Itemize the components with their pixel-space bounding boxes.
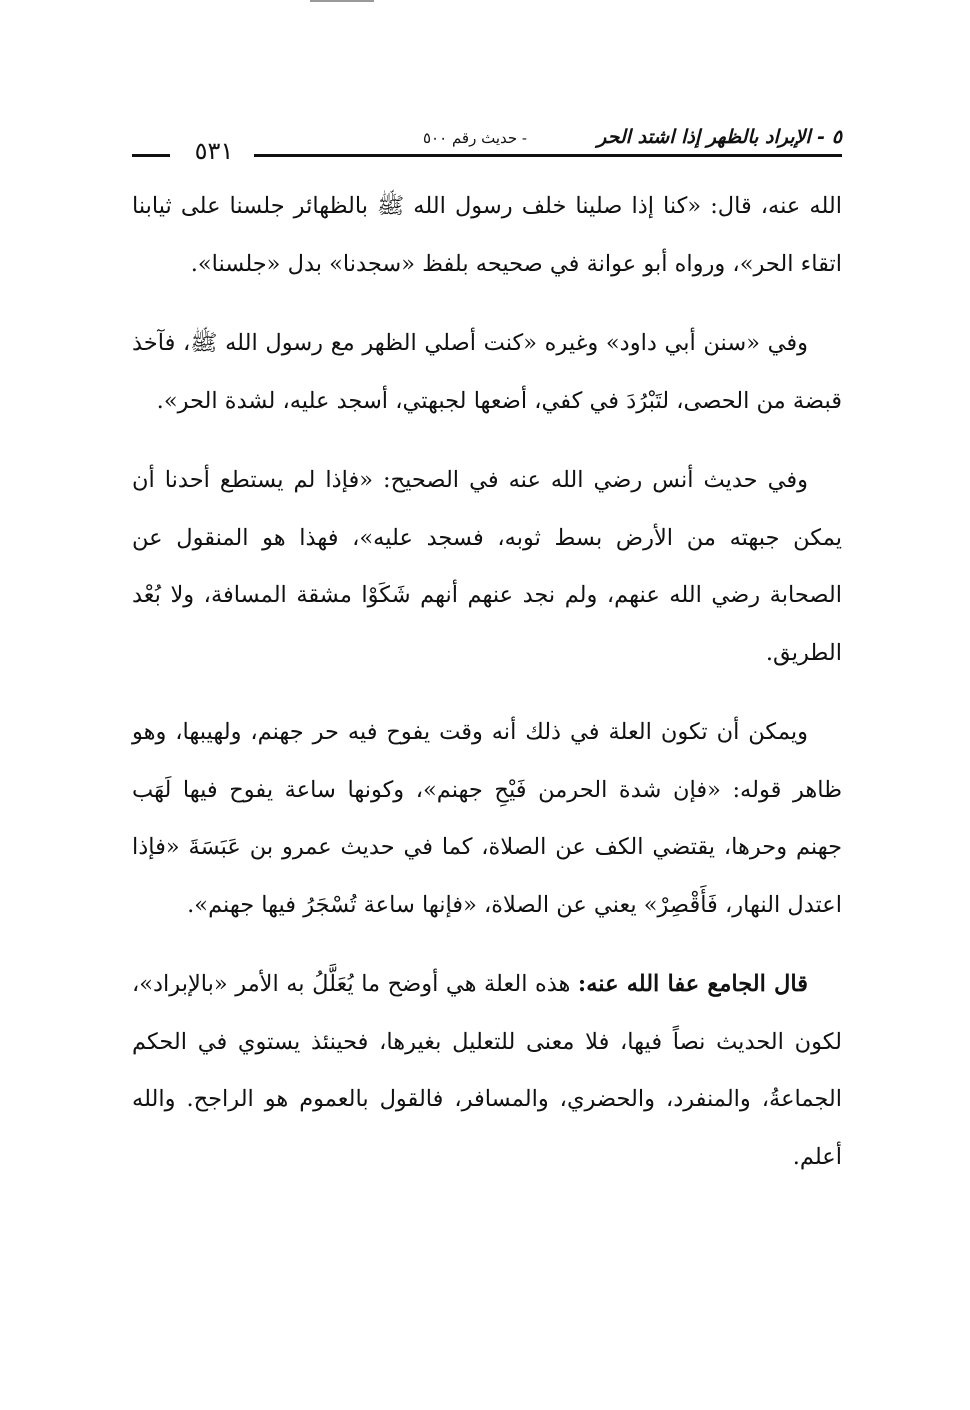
- page-number: ٥٣١: [194, 137, 234, 165]
- hadith-reference: - حديث رقم ٥٠٠: [423, 129, 527, 147]
- paragraph-5: [132, 956, 842, 1186]
- author-remark-lead: قال الجامع عفا الله عنه:: [577, 971, 808, 997]
- page-number-dash: [132, 154, 170, 157]
- running-header: [132, 122, 842, 172]
- chapter-title: ٥ - الإبراد بالظهر إذا اشتد الحر: [597, 126, 842, 148]
- top-edge-mark: [310, 0, 374, 2]
- paragraph-4: ويمكن أن تكون العلة في ذلك أنه وقت يفوح فيه حر جهنم، ولهيبها، وهو ظاهر قوله: «فإن شدة الحرمن فَيْحِ جهنم»، وكونها ساعة يفوح فيها لَهَب جهنم وحرها، يقتضي الكف عن الصلاة، كما في حديث عمرو بن عَبَسَةَ «فإذا اعتدل النهار، فَأَقْصِرْ» يعني عن الصلاة، «فإنها ساعة تُسْجَرُ فيها جهنم».: [132, 719, 842, 918]
- header-rule: [254, 154, 842, 157]
- paragraph-3: وفي حديث أنس رضي الله عنه في الصحيح: «فإذا لم يستطع أحدنا أن يمكن جبهته من الأرض بسط ثوبه، فسجد عليه»، فهذا هو المنقول عن الصحابة رضي الله عنهم، ولم نجد عنهم أنهم شَكَوْا مشقة المسافة، ولا بُعْد الطريق.: [132, 467, 842, 666]
- page-body: [132, 178, 842, 1208]
- paragraph-5-text: هذه العلة هي أوضح ما يُعَلَّلُ به الأمر «بالإبراد»، لكون الحديث نصاً فيها، فلا معنى للتعليل بغيرها، فحينئذ يستوي في الحكم الجماعةُ، والمنفرد، والحضري، والمسافر، فالقول بالعموم هو الراجح. والله أعلم.: [132, 971, 842, 1170]
- paragraph-2: وفي «سنن أبي داود» وغيره «كنت أصلي الظهر مع رسول الله ﷺ، فآخذ قبضة من الحصى، لتَبْرُدَ في كفي، أضعها لجبهتي، أسجد عليه، لشدة الحر».: [132, 330, 842, 414]
- paragraph-1: الله عنه، قال: «كنا إذا صلينا خلف رسول الله ﷺ بالظهائر جلسنا على ثيابنا اتقاء الحر»، ورواه أبو عوانة في صحيحه بلفظ «سجدنا» بدل «جلسنا».: [132, 193, 842, 277]
